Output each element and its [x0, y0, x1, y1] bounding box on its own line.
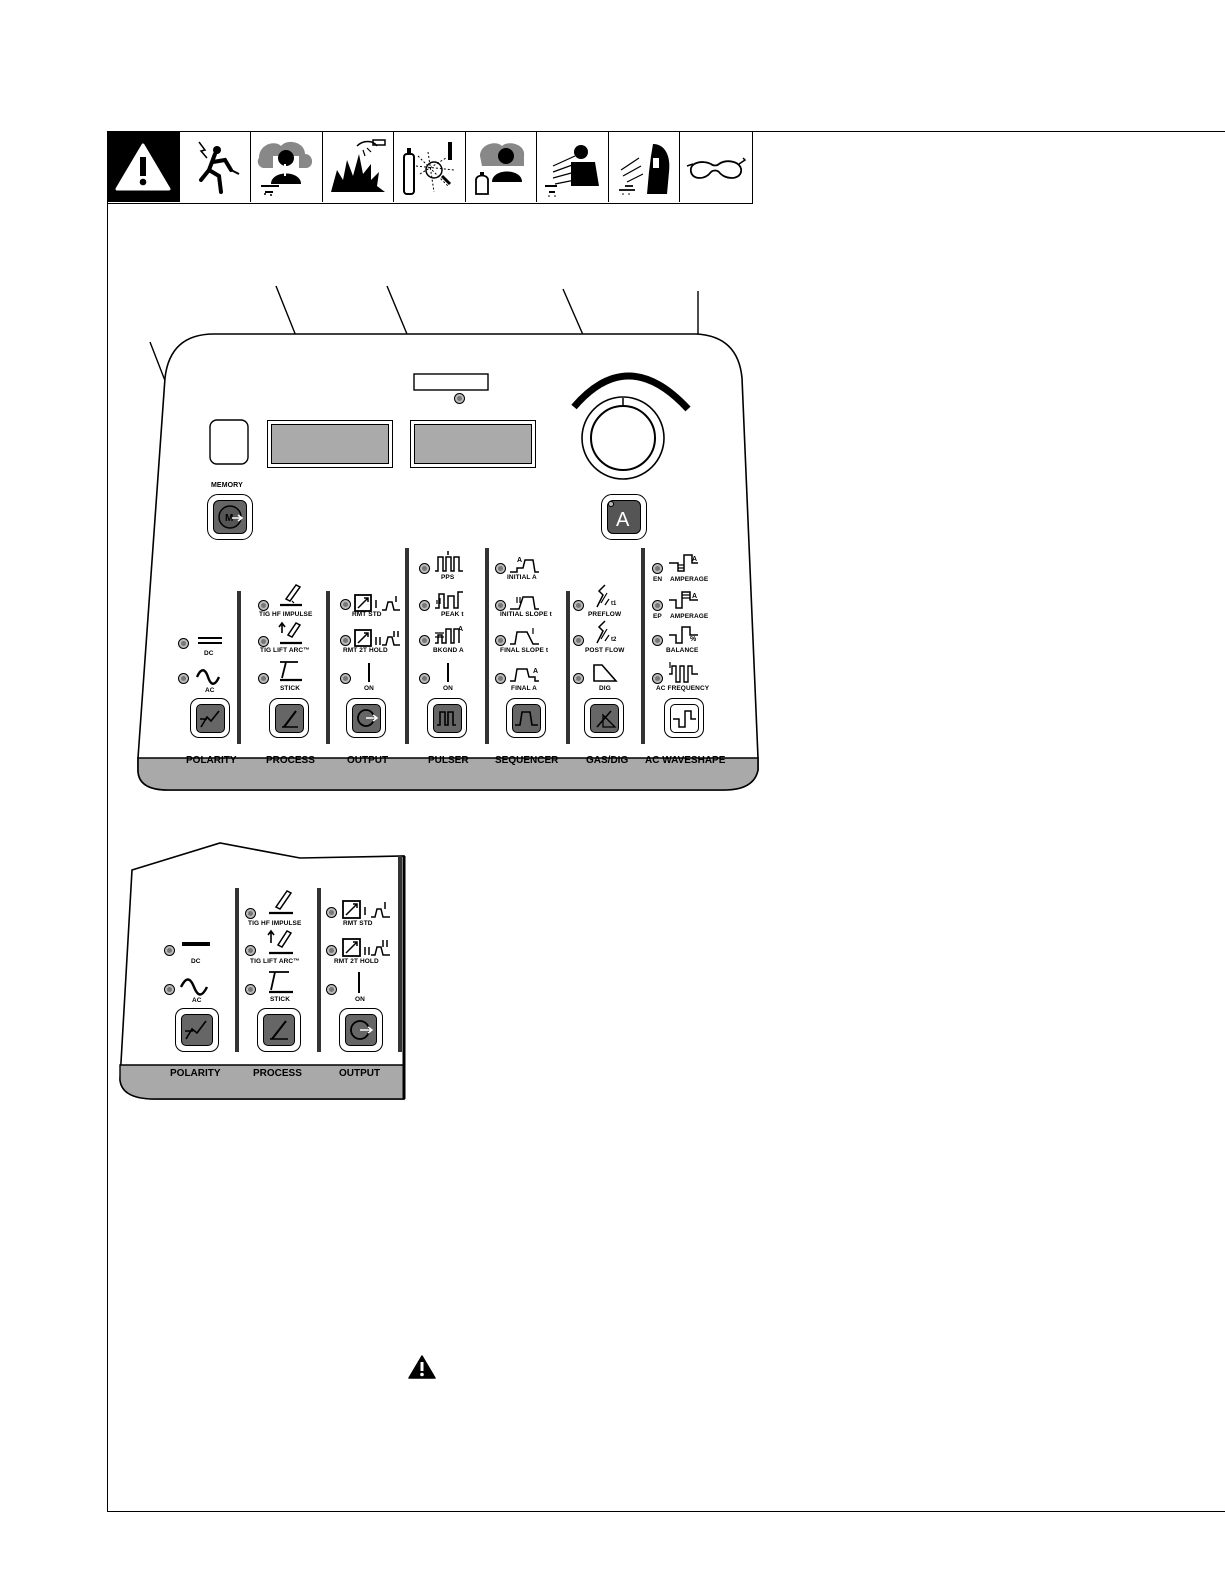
- rmt-2t-label: RMT 2T HOLD: [334, 958, 379, 965]
- rmt-2t-led: [326, 945, 337, 956]
- svg-text:A: A: [692, 556, 698, 563]
- memory-button-glyph: M: [225, 513, 234, 524]
- output-on-led: [326, 984, 337, 995]
- tig-lift-icon: [267, 929, 295, 957]
- ac-icon: [180, 977, 208, 997]
- svg-text:A: A: [458, 626, 464, 633]
- divider: [317, 888, 321, 1052]
- process-title: PROCESS: [266, 755, 315, 766]
- output-title: OUTPUT: [339, 1068, 381, 1079]
- output-on-label: ON: [355, 996, 365, 1003]
- polarity-button[interactable]: [175, 1008, 219, 1052]
- dc-label: DC: [204, 650, 214, 657]
- ac-freq-label: AC FREQUENCY: [656, 685, 710, 692]
- amperage-button-glyph: A: [616, 509, 630, 531]
- svg-text:t1: t1: [611, 601, 617, 607]
- tig-hf-label: TIG HF IMPULSE: [248, 920, 302, 927]
- tig-torch-icon: [267, 889, 295, 917]
- process-title: PROCESS: [253, 1068, 302, 1079]
- process-button[interactable]: [257, 1008, 301, 1052]
- stick-led: [245, 984, 256, 995]
- rmt-std-led: [326, 907, 337, 918]
- tig-lift-label: TIG LIFT ARC™: [250, 958, 300, 965]
- dig-label: DIG: [599, 685, 611, 692]
- dc-label: DC: [191, 958, 201, 965]
- dc-led: [164, 945, 175, 956]
- tig-lift-led: [245, 945, 256, 956]
- initial-a-label: INITIAL A: [507, 574, 537, 581]
- divider: [235, 888, 239, 1052]
- tig-hf-led: [245, 908, 256, 919]
- en-label: EN: [653, 576, 663, 583]
- pulser-on-label: ON: [443, 685, 453, 692]
- rmt-2t-label: RMT 2T HOLD: [343, 647, 388, 654]
- output-button[interactable]: [339, 1008, 383, 1052]
- postflow-label: POST FLOW: [585, 647, 625, 654]
- ac-label: AC: [205, 687, 215, 694]
- final-a-label: FINAL A: [511, 685, 537, 692]
- process-electrode-icon: [264, 1015, 294, 1045]
- tig-hf-label: TIG HF IMPULSE: [259, 611, 313, 618]
- on-icon: [358, 972, 360, 993]
- stick-label: STICK: [280, 685, 300, 692]
- polarity-weld-icon: [182, 1015, 212, 1045]
- warning-triangle-icon: [408, 1354, 436, 1380]
- peak-label: PEAK t: [441, 611, 464, 618]
- stick-icon: [267, 970, 295, 996]
- stick-label: STICK: [270, 996, 290, 1003]
- memory-label: MEMORY: [211, 482, 243, 489]
- rmt-std-label: RMT STD: [352, 611, 382, 618]
- ac-waveshape-title: AC WAVESHAPE: [645, 755, 726, 766]
- bkgnd-label: BKGND A: [433, 647, 464, 654]
- ep-label: EP: [653, 613, 662, 620]
- ac-label: AC: [192, 997, 202, 1004]
- ac-led: [164, 984, 175, 995]
- gas-dig-title: GAS/DIG: [586, 755, 629, 766]
- pps-label: PPS: [441, 574, 455, 581]
- ep-amperage-label: AMPERAGE: [670, 613, 709, 620]
- final-slope-label: FINAL SLOPE t: [500, 647, 549, 654]
- balance-label: BALANCE: [666, 647, 699, 654]
- preflow-label: PREFLOW: [588, 611, 622, 618]
- svg-text:A: A: [533, 668, 539, 675]
- polarity-title: POLARITY: [170, 1068, 221, 1079]
- sequencer-title: SEQUENCER: [495, 755, 559, 766]
- svg-text:A: A: [692, 593, 698, 600]
- initial-slope-label: INITIAL SLOPE t: [500, 611, 552, 618]
- rmt-std-icon: [342, 900, 392, 922]
- pulser-title: PULSER: [428, 755, 469, 766]
- output-title: OUTPUT: [347, 755, 389, 766]
- tig-lift-label: TIG LIFT ARC™: [260, 647, 310, 654]
- rmt-2t-icon: [342, 938, 392, 960]
- svg-text:A: A: [517, 557, 523, 564]
- output-power-icon: [346, 1015, 376, 1045]
- rmt-std-label: RMT STD: [343, 920, 373, 927]
- divider: [398, 856, 402, 1052]
- svg-text:%: %: [690, 636, 697, 643]
- svg-text:t2: t2: [611, 637, 617, 643]
- en-amperage-label: AMPERAGE: [670, 576, 709, 583]
- polarity-title: POLARITY: [186, 755, 237, 766]
- output-on-label: ON: [364, 685, 374, 692]
- dc-icon: [182, 942, 210, 946]
